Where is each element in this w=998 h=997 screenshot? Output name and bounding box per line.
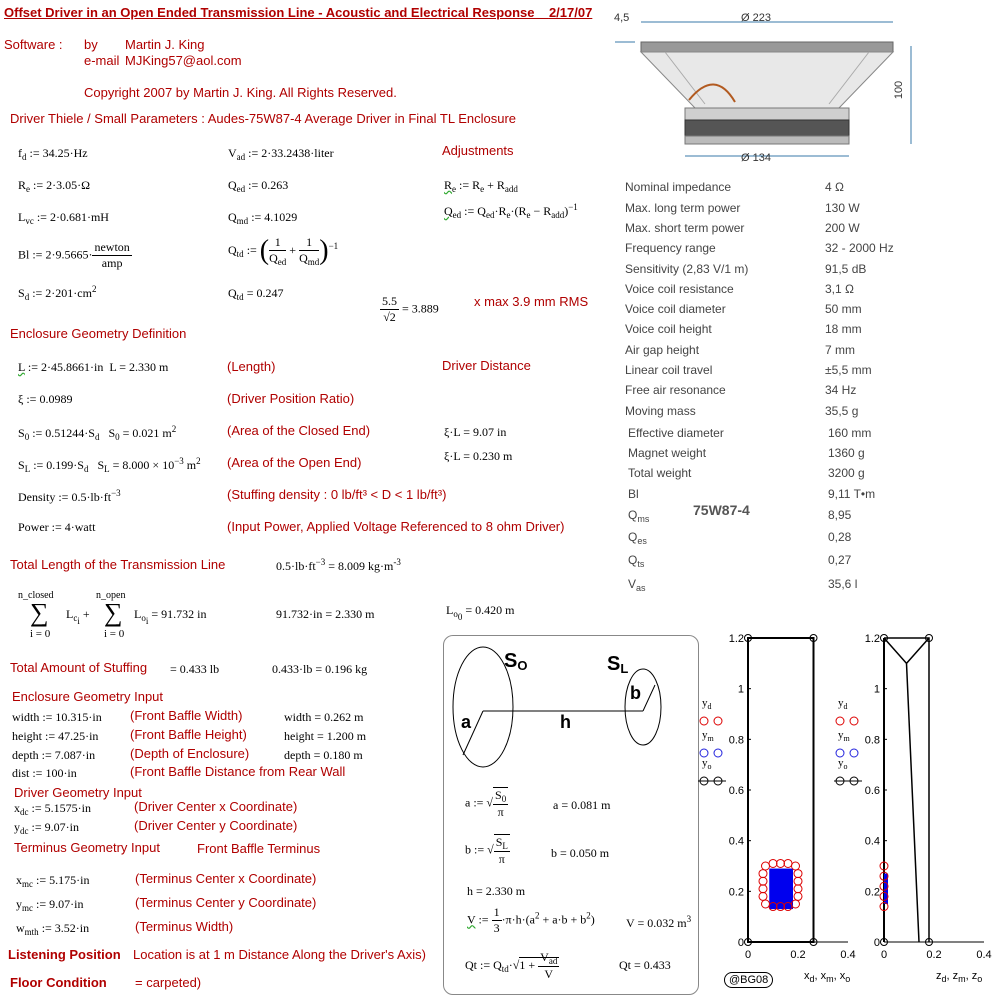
legend-label: $y_d$: [838, 697, 848, 711]
cone-b-formula: b := √ $\frac{S_L}{\pi}$: [465, 835, 508, 866]
cone-label-h: h: [560, 712, 571, 732]
spec-value: 0,28: [828, 530, 852, 544]
y-tick-label: 1.2: [728, 633, 744, 645]
spec-label: Total weight: [628, 466, 692, 480]
cone-a-formula: a := √ $\frac{S_0}{\pi}$: [465, 788, 507, 819]
spec-label: Sensitivity (2,83 V/1 m): [625, 262, 749, 276]
param-lvc-value: 2·0.681·mH: [49, 210, 109, 224]
driver-ring: [759, 877, 767, 885]
title-text: Offset Driver in an Open Ended Transmission Line - Acoustic and Electrical Response: [4, 5, 535, 20]
input-wmth-value: 3.52·in: [54, 921, 90, 935]
spec-value: 8,95: [828, 508, 852, 522]
spec-label: Nominal impedance: [625, 180, 732, 194]
line-profile: [884, 638, 929, 942]
spec-label: Voice coil resistance: [625, 282, 734, 296]
geom-L-value: 2·45.8661·in: [41, 360, 104, 374]
geom-xi[interactable]: ξ := 0.0989: [18, 392, 73, 406]
spec-label: Voice coil height: [625, 322, 712, 336]
plot-right-xlabel: $z_d$, $z_m$, $z_o$: [936, 970, 983, 984]
sum-term-closed: $L_{c_i}$ +: [66, 607, 90, 626]
geom-sl-value: 0.199·S: [46, 458, 84, 472]
legend-marker: [850, 749, 858, 757]
param-qed-value: 0.263: [261, 178, 289, 192]
dens-conv-out: = 8.009 kg·m: [328, 559, 394, 573]
spec-label-sub: ts: [637, 559, 645, 569]
input-dist[interactable]: dist := 100·in: [12, 766, 77, 780]
param-lvc[interactable]: $L_{vc}$ := 2·0.681·mH: [18, 210, 109, 226]
sqrt-calc[interactable]: $\frac{5.5}{√2}$ = 3.889: [382, 294, 439, 324]
stuffing-value: = 0.433 lb: [170, 662, 220, 676]
legend-marker: [714, 749, 722, 757]
geom-L[interactable]: L := 2·45.8661·in L = 2.330 m: [18, 360, 169, 374]
input-width[interactable]: width := 10.315·in: [12, 710, 102, 724]
spec-value: 50 mm: [825, 302, 862, 316]
driver-ring: [794, 870, 802, 878]
legend-label: $y_d$: [702, 697, 712, 711]
driver-ring: [794, 892, 802, 900]
speaker-top-plate: [685, 108, 849, 120]
geom-L-result: L = 2.330 m: [109, 360, 169, 374]
spec-label: Voice coil diameter: [625, 302, 726, 316]
input-xdc-value: 5.1575·in: [44, 801, 91, 815]
param-qmd[interactable]: $Q_{md}$ := 4.1029: [228, 210, 298, 226]
geom-s0[interactable]: $S_0$ := $0.51244\cdot S_d$ $S_0 = 0.021$ $m^2$: [18, 424, 177, 442]
input-width-desc: (Front Baffle Width): [130, 708, 243, 723]
cone-v-result: V = 0.032 $m^3$: [626, 914, 692, 930]
spec-value: 18 mm: [825, 322, 862, 336]
input-ydc-value: 9.07·in: [44, 820, 79, 834]
by-label: by: [84, 37, 98, 52]
spec-value: 4 Ω: [825, 180, 844, 194]
spec-value: 9,11 T•m: [828, 487, 876, 501]
geom-s0-label: S: [108, 426, 116, 440]
legend-sub: o: [707, 762, 712, 771]
input-height-desc: (Front Baffle Height): [130, 727, 247, 742]
radius-b-line: [643, 685, 655, 711]
adj-re[interactable]: $R_e$ := $R_e + R_{add}$: [444, 178, 518, 194]
param-bl-value: 2·9.5665·: [45, 247, 93, 262]
spec-value: 91,5 dB: [825, 262, 867, 276]
spec-value: 34 Hz: [825, 383, 857, 397]
legend-label: $y_o$: [838, 757, 848, 771]
xiL-in: ξ·L = 9.07 in: [444, 425, 507, 439]
floor-condition-heading: Floor Condition: [10, 975, 107, 990]
spec-label: Air gap height: [625, 343, 700, 357]
driver-ring: [784, 859, 792, 867]
spec-value: 32 - 2000 Hz: [825, 241, 894, 255]
geom-s0-result: = 0.021 m: [122, 426, 172, 440]
sum-sign-1: ∑: [30, 598, 49, 627]
terminus-input-heading: Terminus Geometry Input: [14, 840, 160, 855]
legend-marker: [836, 749, 844, 757]
spec-label: Magnet weight: [628, 446, 707, 460]
model-label: 75W87-4: [693, 502, 750, 518]
driver-ring: [792, 862, 800, 870]
listening-position-text: Location is at 1 m Distance Along the Driver's Axis): [133, 947, 426, 962]
cone-b-result: b = 0.050 m: [551, 846, 610, 860]
driver-ring: [769, 859, 777, 867]
input-xmc-value: 5.175·in: [49, 873, 90, 887]
geom-s0-desc: (Area of the Closed End): [227, 423, 371, 438]
x-tick-label: 0.2: [926, 949, 942, 961]
speaker-basket-frame: [641, 42, 893, 52]
title-date: 2/17/07: [548, 5, 593, 20]
speaker-magnet: [685, 120, 849, 136]
legend-label: $y_m$: [702, 729, 714, 743]
x-tick-label: 0.4: [840, 949, 856, 961]
plot-right-xlabel-text: z: [936, 970, 942, 982]
geom-sl[interactable]: $S_L$ := $0.199\cdot S_d$ $S_L = 8.000 \times 10^{-3}$ $m^2$: [18, 456, 201, 474]
spec-label: Frequency range: [625, 241, 716, 255]
geom-sl-result: = 8.000 × 10: [112, 458, 175, 472]
y-tick-label: 0.6: [864, 785, 880, 797]
email-link[interactable]: MJKing57@aol.com: [125, 53, 242, 68]
y-tick-label: 0: [873, 937, 880, 949]
density-conversion: $0.5\cdot lb\cdot ft^{-3} = 8.009$ $kg\cdot m^{-3}$: [276, 557, 401, 573]
driver-ring: [762, 900, 770, 908]
open-end-ellipse: [625, 669, 661, 745]
input-depth-result: depth = 0.180 m: [284, 748, 363, 762]
driver-ring: [759, 885, 767, 893]
param-qmd-value: 4.1029: [264, 210, 298, 224]
spec-value: 7 mm: [825, 343, 855, 357]
param-re[interactable]: $R_e$ := 2·3.05·Ω: [18, 178, 91, 194]
geom-density-desc: (Stuffing density : 0 lb/ft³ < D < 1 lb/ft³): [227, 487, 447, 502]
legend-label: $y_m$: [838, 729, 850, 743]
input-xdc[interactable]: $x_{dc}$ := 5.1575·in: [14, 801, 91, 817]
geom-power-value: 4·watt: [64, 520, 96, 534]
param-vad-value: 2·33.2438·liter: [261, 146, 334, 160]
sqrt-num: 5.5: [382, 294, 397, 308]
y-tick-label: 0.4: [728, 835, 744, 848]
spec-label-sub: es: [637, 536, 647, 546]
cone-a-result: a = 0.081 m: [553, 798, 611, 812]
param-fd-value: 34.25·Hz: [42, 146, 88, 160]
sum-bot-2: i = 0: [104, 628, 125, 640]
cone-label-a: a: [461, 712, 472, 732]
spec-label: $Q_{ts}$: [628, 553, 645, 569]
y-tick-label: 0.2: [728, 886, 744, 899]
spec-label: Linear coil travel: [625, 363, 713, 377]
geom-power[interactable]: Power := 4·watt: [18, 520, 96, 534]
param-qtd-formula[interactable]: $Q_{td}$ := ( $\frac{1}{Q_{ed}}$ + $\frac{1}{Q_{md}}$ )$^{-1}$: [228, 235, 339, 267]
driver-ring: [759, 892, 767, 900]
input-depth[interactable]: depth := 7.087·in: [12, 748, 96, 762]
cone-label-sl: $S_L$: [607, 653, 629, 676]
input-width-result: width = 0.262 m: [284, 710, 364, 724]
y-tick-label: 0.6: [728, 785, 744, 797]
legend-marker: [700, 749, 708, 757]
stuffing-conversion: 0.433·lb = 0.196 kg: [272, 662, 368, 676]
y-tick-label: 0: [737, 937, 744, 949]
cone-h-result: h = 2.330 m: [467, 884, 526, 898]
lo-result: $L_{o_0} = 0.420$ m: [446, 603, 515, 622]
sum-top-closed: n_closed: [18, 590, 54, 601]
input-ymc-value: 9.07·in: [49, 897, 84, 911]
sum-result: = 91.732 in: [151, 607, 207, 621]
x-tick-label: 0.2: [790, 949, 806, 961]
bl-unit-den: amp: [101, 256, 123, 270]
legend-sub: m: [707, 734, 714, 743]
legend-label: $y_o$: [702, 757, 712, 771]
geom-sl-desc: (Area of the Open End): [227, 455, 362, 470]
listening-position-heading: Listening Position: [8, 947, 121, 962]
spec-label: Max. short term power: [625, 221, 745, 235]
y-tick-label: 1.2: [864, 633, 880, 645]
driver-input-heading: Driver Geometry Input: [14, 785, 142, 800]
geom-s0-value: 0.51244·S: [45, 426, 95, 440]
y-tick-label: 0.8: [864, 734, 880, 747]
front-baffle-terminus: Front Baffle Terminus: [197, 841, 321, 856]
y-tick-label: 0.8: [728, 734, 744, 747]
spec-label: $V_{as}$: [628, 577, 646, 593]
truncated-cone-diagram: [443, 635, 699, 785]
x-tick-label: 0.4: [976, 949, 992, 961]
driver-params-heading: Driver Thiele / Small Parameters : Audes-75W87-4 Average Driver in Final TL Enclosure: [10, 111, 517, 126]
page-title: [4, 5, 592, 20]
dim-134-label: Ø 134: [741, 152, 771, 164]
driver-ring: [794, 885, 802, 893]
cone-qt-result: Qt = 0.433: [619, 958, 671, 972]
param-sd[interactable]: $S_d$ := $2\cdot 201\cdot cm^2$: [18, 284, 97, 302]
total-stuffing-heading: Total Amount of Stuffing: [10, 660, 148, 675]
spec-label: Bl: [628, 487, 639, 501]
input-dist-desc: (Front Baffle Distance from Rear Wall: [130, 764, 346, 779]
total-length-heading: Total Length of the Transmission Line: [10, 557, 226, 572]
spec-label: Max. long term power: [625, 201, 741, 215]
spec-value: 0,27: [828, 553, 852, 567]
spec-value: 35,6 l: [828, 577, 858, 591]
sum-term-open: $L_{o_i} = 91.732$ in: [134, 607, 207, 626]
spec-value: 160 mm: [828, 426, 872, 440]
cone-label-b: b: [630, 683, 641, 703]
spec-value: 1360 g: [828, 446, 865, 460]
spec-value: 35,5 g: [825, 404, 859, 418]
y-tick-label: 0.4: [864, 835, 880, 848]
cone-qt-formula: Qt := $Q_{td}\cdot√1$ + $\frac{V_{ad}}{V}$: [465, 950, 558, 981]
param-qtd-value: 0.247: [256, 286, 284, 300]
xiL-m: ξ·L = 0.230 m: [444, 449, 513, 463]
spec-label-sub: as: [636, 583, 646, 593]
author-name: Martin J. King: [125, 37, 205, 52]
input-height-result: height = 1.200 m: [284, 729, 367, 743]
dim-45-label: 4,5: [614, 12, 630, 24]
driver-distance-heading: Driver Distance: [442, 358, 531, 373]
input-ydc[interactable]: $y_{dc}$ := 9.07·in: [14, 820, 79, 836]
input-ymc-desc: (Terminus Center y Coordinate): [135, 895, 317, 910]
legend-sub: m: [843, 734, 850, 743]
legend-marker: [836, 717, 844, 725]
geom-power-desc: (Input Power, Applied Voltage Referenced to 8 ohm Driver): [227, 519, 565, 534]
driver-ring: [794, 877, 802, 885]
adjustments-heading: Adjustments: [442, 143, 514, 158]
dim-100-label: 100: [893, 80, 906, 100]
x-tick-label: 0: [744, 949, 752, 961]
dim-223-label: Ø 223: [741, 12, 771, 24]
adj-qed[interactable]: $Q_{ed}$ := $Q_{ed}\cdot R_e\cdot(R_e - R_{add})^{-1}$: [444, 202, 578, 220]
cone-v-value: V = 0.032 m: [626, 916, 687, 930]
sl-letter: S: [607, 653, 621, 675]
input-depth-desc: (Depth of Enclosure): [130, 746, 250, 761]
spec-label: Effective diameter: [628, 426, 724, 440]
plot-left-xlabel: $x_d$, $x_m$, $x_o$: [804, 970, 851, 984]
param-qed[interactable]: $Q_{ed}$ := 0.263: [228, 178, 289, 194]
spec-value: 130 W: [825, 201, 860, 215]
param-bl[interactable]: Bl := 2·9.5665· $\frac{\text{newton}}{\text{amp}}$: [18, 240, 130, 270]
input-xmc-desc: (Terminus Center x Coordinate): [135, 871, 317, 886]
sum-bot-1: i = 0: [30, 628, 51, 640]
input-wmth-desc: (Terminus Width): [135, 919, 234, 934]
dens-conv-in: 0.5·lb·ft: [276, 559, 316, 573]
geom-density-value: 0.5·lb·ft: [71, 490, 112, 504]
driver-ring: [759, 870, 767, 878]
spec-label: $Q_{ms}$: [628, 508, 650, 524]
geom-L-desc: (Length): [227, 359, 276, 374]
legend-marker: [700, 717, 708, 725]
email-label: e-mail: [84, 53, 120, 68]
x-tick-label: 0: [880, 949, 888, 961]
input-xdc-desc: (Driver Center x Coordinate): [134, 799, 298, 814]
driver-ring: [777, 859, 785, 867]
legend-sub: d: [707, 702, 712, 711]
plot-left-xlabel-text: x: [804, 970, 810, 982]
input-height[interactable]: height := 47.25·in: [12, 729, 99, 743]
length-conversion: 91.732·in = 2.330 m: [276, 607, 375, 621]
stuffing-lb: 0.433 lb: [179, 662, 220, 676]
input-xmc[interactable]: $x_{mc}$ := 5.175·in: [16, 873, 90, 889]
bl-unit-num: newton: [94, 240, 130, 254]
input-ymc[interactable]: $y_{mc}$ := 9.07·in: [16, 897, 84, 913]
y-tick-label: 1: [873, 683, 880, 696]
spec-value: 3200 g: [828, 466, 865, 480]
so-letter: S: [504, 650, 518, 672]
sum-sign-2: ∑: [104, 598, 123, 627]
spec-value: ±5,5 mm: [825, 363, 872, 377]
x-max: x max 3.9 mm RMS: [474, 294, 589, 309]
lo-value: = 0.420 m: [465, 603, 515, 617]
cone-label-so: $S_O$: [504, 650, 528, 673]
input-ydc-desc: (Driver Center y Coordinate): [134, 818, 298, 833]
spec-label: Free air resonance: [625, 383, 726, 397]
driver-ring: [762, 862, 770, 870]
param-vad[interactable]: $V_{ad}$ := 2·33.2438·liter: [228, 146, 334, 162]
spec-label: Moving mass: [625, 404, 696, 418]
spec-label: $Q_{es}$: [628, 530, 647, 546]
speaker-cone: [641, 52, 893, 108]
software-label: Software :: [4, 37, 63, 52]
cone-v-formula: V := $\frac{1}{3}$ $\cdot\pi\cdot h\cdot(a^2 + a\cdot b + b^2)$: [467, 905, 595, 935]
spec-value: 200 W: [825, 221, 860, 235]
geom-xi-value: 0.0989: [39, 392, 73, 406]
floor-condition-text: = carpeted): [135, 975, 202, 990]
spec-label-sub: ms: [637, 514, 650, 524]
param-sd-value: 2·201·cm: [45, 286, 92, 300]
geom-density[interactable]: Density := $0.5\cdot lb\cdot ft^{-3}$: [18, 488, 121, 504]
speaker-back-plate: [685, 136, 849, 144]
param-fd[interactable]: $f_d$ := 34.25·Hz: [18, 146, 88, 162]
legend-sub: d: [843, 702, 848, 711]
param-re-value: 2·3.05·Ω: [46, 178, 91, 192]
badge: @BG08: [724, 972, 773, 988]
y-tick-label: 0.2: [864, 886, 880, 899]
enclosure-plot-right: [832, 628, 998, 988]
param-qtd[interactable]: $Q_{td} = 0.247$: [228, 286, 284, 302]
spec-value: 3,1 Ω: [825, 282, 854, 296]
enclosure-geometry-heading: Enclosure Geometry Definition: [10, 326, 187, 341]
copyright: Copyright 2007 by Martin J. King. All Rights Reserved.: [84, 85, 397, 100]
legend-marker: [850, 717, 858, 725]
enclosure-input-heading: Enclosure Geometry Input: [12, 689, 164, 704]
sqrt-result: = 3.889: [402, 301, 439, 316]
legend-sub: o: [843, 762, 848, 771]
sum-top-open: n_open: [96, 590, 126, 601]
legend-marker: [714, 717, 722, 725]
geom-xi-desc: (Driver Position Ratio): [227, 391, 355, 406]
y-tick-label: 1: [737, 683, 744, 696]
input-wmth[interactable]: $w_{mth}$ := 3.52·in: [16, 921, 90, 937]
